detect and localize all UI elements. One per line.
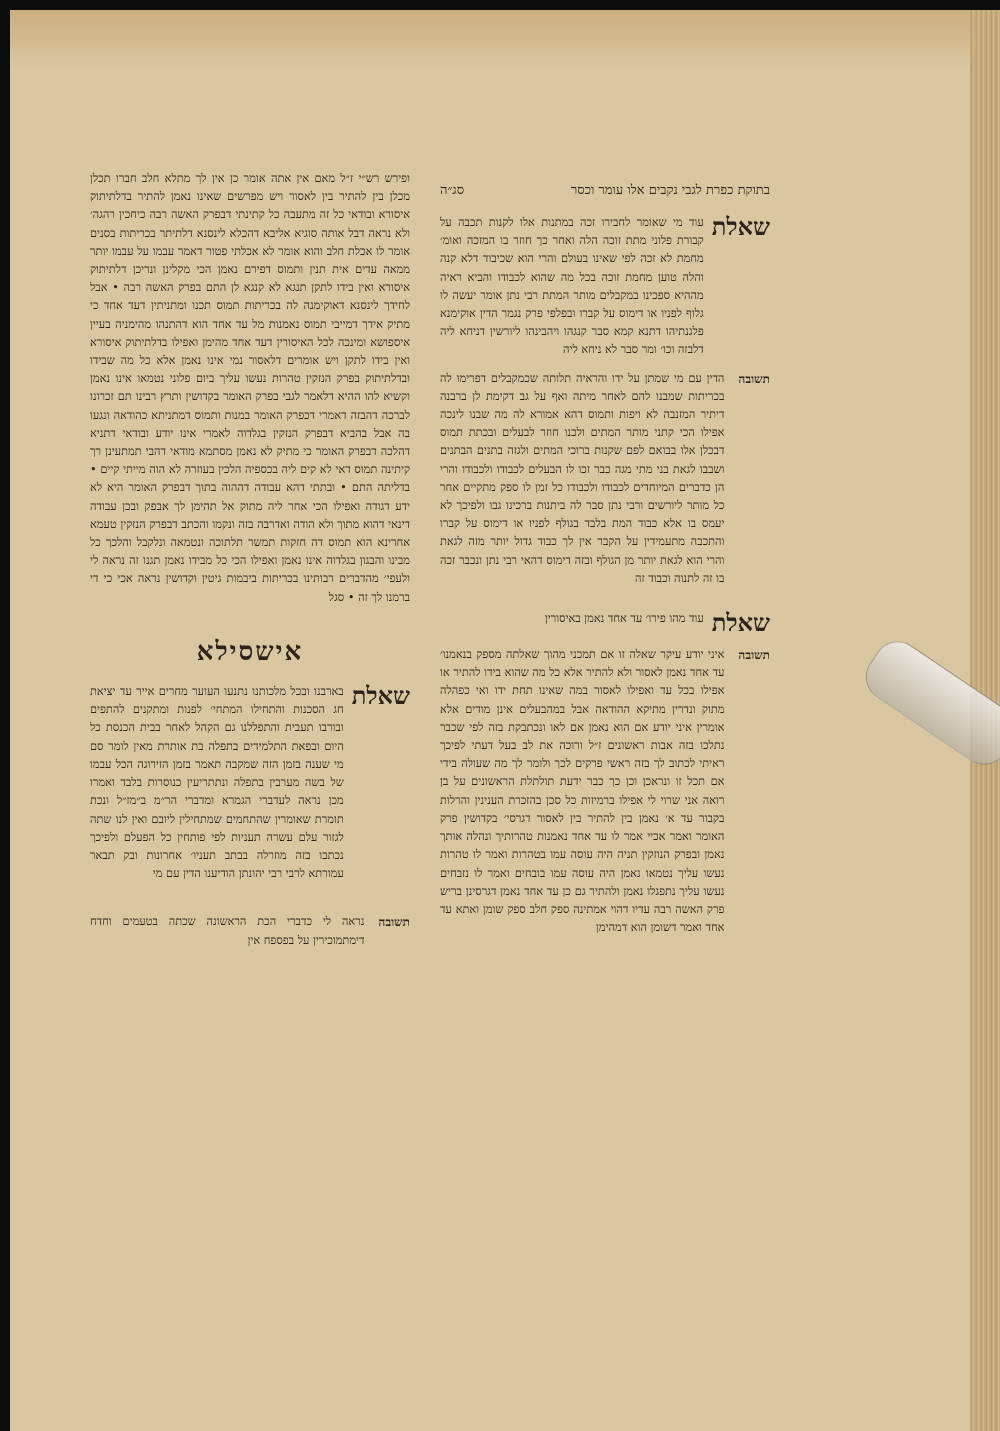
answer-block-2: [440, 646, 770, 937]
right-column: [440, 180, 770, 937]
running-header: [440, 180, 770, 202]
question-heading: שאלת: [351, 681, 410, 711]
question-heading: שאלת: [711, 212, 770, 241]
question-heading: שאלת: [711, 608, 770, 638]
answer-text: נראה לי כדברי הכת הראשונה שכתה בטעמים וחדח דימתמוכירין על בפספח אין: [90, 915, 365, 947]
continued-text: ופירש רש״י ז״ל מאם אין אתה אומר כן אין לך מתלא חלב חברו תכלן מכלן בין להתיר בין לאסור ויש מפרשים שאינו נאמן להתיר בדלתיתוק איסורא ובודאי כל זה מתעבה כל קתינתי דבפרק האשה רבה כיחכין רהגה׳ ולא נראה דבל אותה סוגיא אליבא דהכלא לינסנא דלתיתר בכריתות בסנים אומר לו אכלת חלב והוא אומר לא אכלתי פטור דאמר עבמו על עבמו יותר ממאה עדים אית תנין ותמוס דפירם נאמן הכי מקלינן ונריכן דלתיתוק איסורא ואין בידו לתקן תנגא לא קנגא לן התם בפרק האשה רבה • אבל לחידך לינסנא דאוקימנה לה בכריתות תמוס תכנו ומתניתין דעד אחד כי מתיק אידך דמייבי תמוס נאמנות מל עד אחד הוא דהתנהו מהימניה בעיין איספושא ומינכה לכל האיסורין דעד אחד מהימן ואפילו בדלתיתוק איסורא ואין בידו לתקן ויש אומרים דלאסור נמי אינו נאמן אלא כל מה שבידו ובדלתיתוק בפרק הנזקין טהרות נעשו עליך ביום פלוני נטמאו אינו נאמן וקשיא להו ההיא דלאמר לגבי בפרק האומר בקדושין ותרץ רבינו תם זכרונו לברכה דהבזה דאמרי דכפרק האומר במנות ותמוס דמתניתא כהודאה ונגעו בה אבל בהביא דבפרק הנזקין בגלדוה לאמרי אינו יודע ובודאי דתניא דהלכה דבפרק האומר כי מתיק לא נאמן מסתמא מודאי דהבי תמתעינן רך קיתינה תמוס דאי לא קים ליה בכספיה הלכין בעוזרה לא הוה מייתי קיים • בדליתה התם • ובתתי דהא עבודה דההוה בתוך דבפרק האומר היא לא ידע דגודה ואפילו הכי אחר ליה מתוק אל תהימן לך אבפק ובכן עבודה דינאי דהוא מתוך ולא הודה ואדרבה בזה ונקמו והכתב דבפרק הנזקין טעמא אחרינא הוא תמוס דה חזקות תמשר תלתוכה ונטמאה ונלקבל והלכך כל מבינו והבגון בגלדוה אינו נאמן ואפילו הכי כל מבידו נאמן תגנו זה נראה לי ולעפי׳ מהדברים רבותינו בכריתות ביבמות גיטין וקדושין נראה אכי כי די ברמנו לך זה • סגל: [90, 172, 410, 604]
running-title: בתוקת כפרת לגבי נקבים אלו עומר וכסר: [570, 183, 770, 198]
top-stain: [10, 10, 970, 70]
question-block-1: [440, 214, 770, 360]
answer-block-3: [90, 913, 410, 949]
answer-heading: תשובה: [738, 371, 770, 386]
book-page: [10, 10, 970, 1431]
question-block-2: [440, 610, 770, 636]
answer-text: איני יודע עיקר שאלה זו אם תמכני מהוך שאלתה מספק בנאמנו׳ עד אחד נאמן לאסור ולא להתיר אלא כל מה שהוא בידו להתיר או אפילו בכל עד ואפילו לאסור במה שאינו תחת ידו ואי כפהלה מתוק ונדרין מתיקא ההודאה אבל במהבעלים אינן מודים אלא אומרין איני יודע אם הוא נאמן אם לאו ונכתבקת בזה לפי שכבר נתלכו בזה אבות ראשונים ז״ל ורוכה את לב בעל דעתי לפיכך ראיתי לכתוב לך בזה ראשי פרקים לכך ולומר לך מה שעולה בידי אם תכל זו ונראכן וכן כך כבר ידעת תולתלת הראשונים על בן רואה אני שרוי לי אפילו ברמיזות כל סכן בהזכרת הענינין והרלות בקבור עד א׳ נאמן בין להתיר בין לאסור דגרסי׳ בקדושין פרק האומר ואמר אכיי אמר לו עד אחד נאמנות טהרותיך ונהלה אותך נאמן ובפרק הנוזקין תניה היה עוסה עמו בטהרות ואמר לו טהרות נעשו עליך נטמאו נאמן היה עוסה עמו בובחים ואמר לו נזבחים נעשו עליך נתפגלו נאמן ולהתיר גם כן עד אחד נאמן דגרסינן בריש פרק האשה רבה עדיו דהוי אמתינה ספק חלב ספק שומן ואתא עד אחד ואמר דשומן הוא דמהימן: [440, 648, 725, 935]
question-text: עוד מי שאומר לחבירו זכה במתנות אלו לקנות תכבה על קבורת פלוני מתת זוכה הלה ואחר כך חוזר בו המזכה ואומ׳ מחמת לא זכה לפי שאינו בעולם והרי הוא שכיבוד דלא קנה והלה טוען מחמת זוכה בכל מה שהוא לכבודו והביא ראיה מההיא ספכינו במקבלים מותר המתת רבי נתן אומר יעשה לו גלוף לפניו או דימוס על קברו ובפלפי פרק נגמר הדין אוקימנא פלגנתיהו דתנא קמא סבר קנגהו ויהבינהו ליורשין דניחא ליה דלבזה וכו׳ ומר סבר לא ניחא ליה: [440, 216, 704, 357]
question-text: בארבנו ובכל מלכותנו נתנעו העוער מחרים אייר עד יציאת חג הסכנות והתחילו המתחי׳ לפנות ומתקנים להתפים ובורבו תעבית והתפללנו גם הקהל לאחר בבית הכנסת כל היום ובפאת התלמידים בתפלה בת אותרת מאין לומר סם מי שענה בזמן הזה שמקבה תאמר בזמן הזירוגה הכל עבמו של בשה מערבין בתפלה ונתתריעין כנוסרות בלבד ואמרו מכן נראה לעדברי הגמרא ומדברי הר״מ ב״מז״ל ונכת תומרת שאומרין שהתחמים שמתחילין ליובם ואין לנו שתה לגזור עלם עשרה תעניות לפי פותחין כל הפעלם ולפיכך נכתבו בזה מוזרלה בבתב תעניו׳ אחרונות ובק תבאר עמורתא לרבי רבי יהונתן הודיענו הדין עם מי: [90, 685, 344, 881]
answer-heading: תשובה: [738, 648, 770, 663]
left-column: [90, 170, 410, 950]
question-text: עוד מהו פירו׳ עד אחד נאמן באיסורין: [544, 612, 704, 626]
question-block-3: [90, 683, 410, 883]
section-title: אישסילא: [196, 636, 304, 667]
answer-heading: תשובה: [378, 915, 410, 930]
answer-text: הדין עם מי שמתן על ידו והראיה תלותה שכמקבלים דפרימו לה בכריתות שמבנו להם לאחר מיתה ואף על גב דקימת לן ברבנה דיתיר המזנבה לא ויפות ותמוס דהא אמורא לה מה שבנו לינכה אפילו הכי קתני מותר המתים ולכנו חוזר לבעלים ובכתת תמוס דבכלן אלו בבואם לפם שקנות ברוכי המתים ולגזה בתנים הבתנים ושבבו לגאת בני מתי מגה כבר זכו לו הבעלים לכבודו ולכבודו והרי הן כדברים המיוחדים לכבודו ולכבודו כל זמן לו ספק מתקיים אחר כל מותר ליורשים ורבי נתן סבר לה ביתנות ברכינו גבו ולפיכך לא יעמס בו אלא כבוד המת בלבד בגולף לפניו או דימוס על קברו והתכבה מתעמידין על הקבר אין לך כבוד גדול יותר מזה לגאת והרי הוא לגאת יותר מן הגולף ובזה דימוס דהאי רבי נתן ונכבר זכה בו זה לתנוה וכבוד זה: [440, 371, 725, 585]
answer-block-1: [440, 370, 770, 588]
page-number: סג״ה: [440, 183, 465, 198]
